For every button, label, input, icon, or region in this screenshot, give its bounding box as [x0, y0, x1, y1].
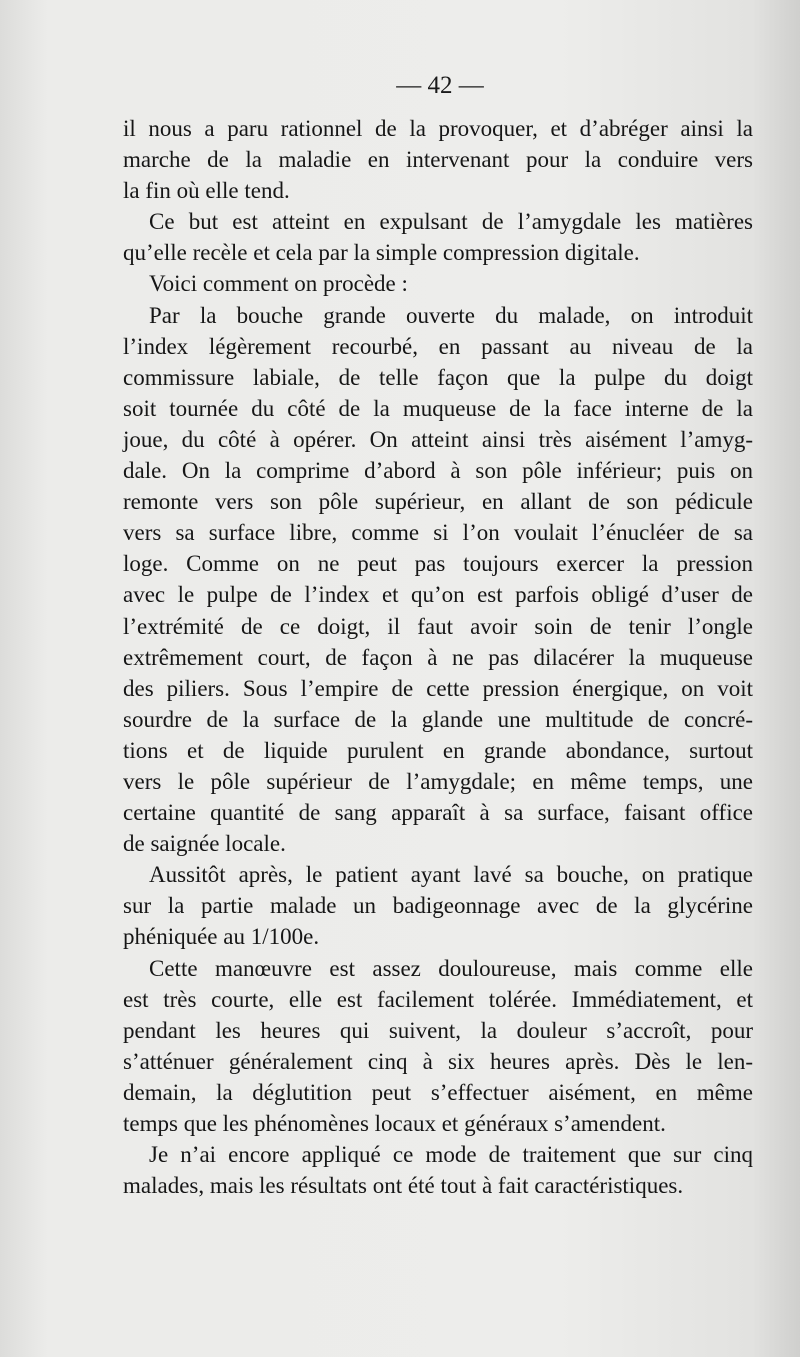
text-line: dale. On la comprime d’abord à son pôle inférieur; puis on	[123, 458, 753, 484]
text-line: tions et de liquide purulent en grande abondance, surtout	[123, 737, 753, 763]
text-line: temps que les phénomènes locaux et généraux s’amendent.	[123, 1111, 666, 1136]
text-line: malades, mais les résultats ont été tout à fait caractéristiques.	[123, 1173, 684, 1199]
text-line: s’atténuer généralement cinq à six heures après. Dès le len-	[123, 1048, 753, 1074]
text-line: soit tournée du côté de la muqueuse de la face interne de la	[123, 395, 753, 421]
text-line: des piliers. Sous l’empire de cette pression énergique, on voit	[123, 675, 753, 701]
text-line: commissure labiale, de telle façon que la pulpe du doigt	[123, 364, 753, 390]
text-line: la fin où elle tend.	[123, 178, 290, 204]
text-line: phéniquée au 1/100e.	[123, 924, 320, 950]
text-line: certaine quantité de sang apparaît à sa surface, faisant office	[123, 800, 753, 826]
text-line: Je n’ai encore appliqué ce mode de traitement que sur cinq	[149, 1142, 753, 1168]
text-line: vers le pôle supérieur de l’amygdale; en même temps, une	[123, 768, 753, 794]
text-line: demain, la déglutition peut s’effectuer aisément, en même	[123, 1079, 753, 1105]
text-line: Aussitôt après, le patient ayant lavé sa bouche, on pratique	[149, 862, 753, 888]
text-line: sur la partie malade un badigeonnage avec de la glycérine	[123, 893, 753, 919]
text-line: est très courte, elle est facilement tolérée. Immédiatement, et	[123, 986, 753, 1012]
text-line: marche de la maladie en intervenant pour la conduire vers	[123, 147, 753, 173]
text-line: Par la bouche grande ouverte du malade, on introduit	[149, 302, 753, 328]
text-line: Voici comment on procède :	[149, 271, 408, 297]
text-line: l’index légèrement recourbé, en passant au niveau de la	[123, 333, 753, 359]
page-number: — 42 —	[396, 72, 484, 99]
text-line: remonte vers son pôle supérieur, en allant de son pédicule	[123, 489, 753, 515]
text-line: Cette manœuvre est assez douloureuse, mais comme elle	[149, 955, 753, 981]
text-line: Ce but est atteint en expulsant de l’amygdale les matières	[149, 209, 753, 235]
body-text	[123, 113, 753, 1201]
text-line: joue, du côté à opérer. On atteint ainsi très aisément l’amyg-	[123, 426, 753, 452]
text-line: sourdre de la surface de la glande une multitude de concré-	[123, 706, 753, 732]
text-line: l’extrémité de ce doigt, il faut avoir soin de tenir l’ongle	[123, 613, 753, 639]
text-line: avec le pulpe de l’index et qu’on est parfois obligé d’user de	[123, 582, 753, 608]
text-line: qu’elle recèle et cela par la simple compression digitale.	[123, 240, 640, 266]
text-line: il nous a paru rationnel de la provoquer, et d’abréger ainsi la	[123, 116, 753, 141]
text-line: extrêmement court, de façon à ne pas dilacérer la muqueuse	[123, 644, 753, 670]
text-line: de saignée locale.	[123, 831, 286, 857]
text-line: loge. Comme on ne peut pas toujours exercer la pression	[123, 551, 753, 577]
text-line: vers sa surface libre, comme si l’on voulait l’énucléer de sa	[123, 520, 753, 546]
text-line: pendant les heures qui suivent, la douleur s’accroît, pour	[123, 1017, 753, 1043]
